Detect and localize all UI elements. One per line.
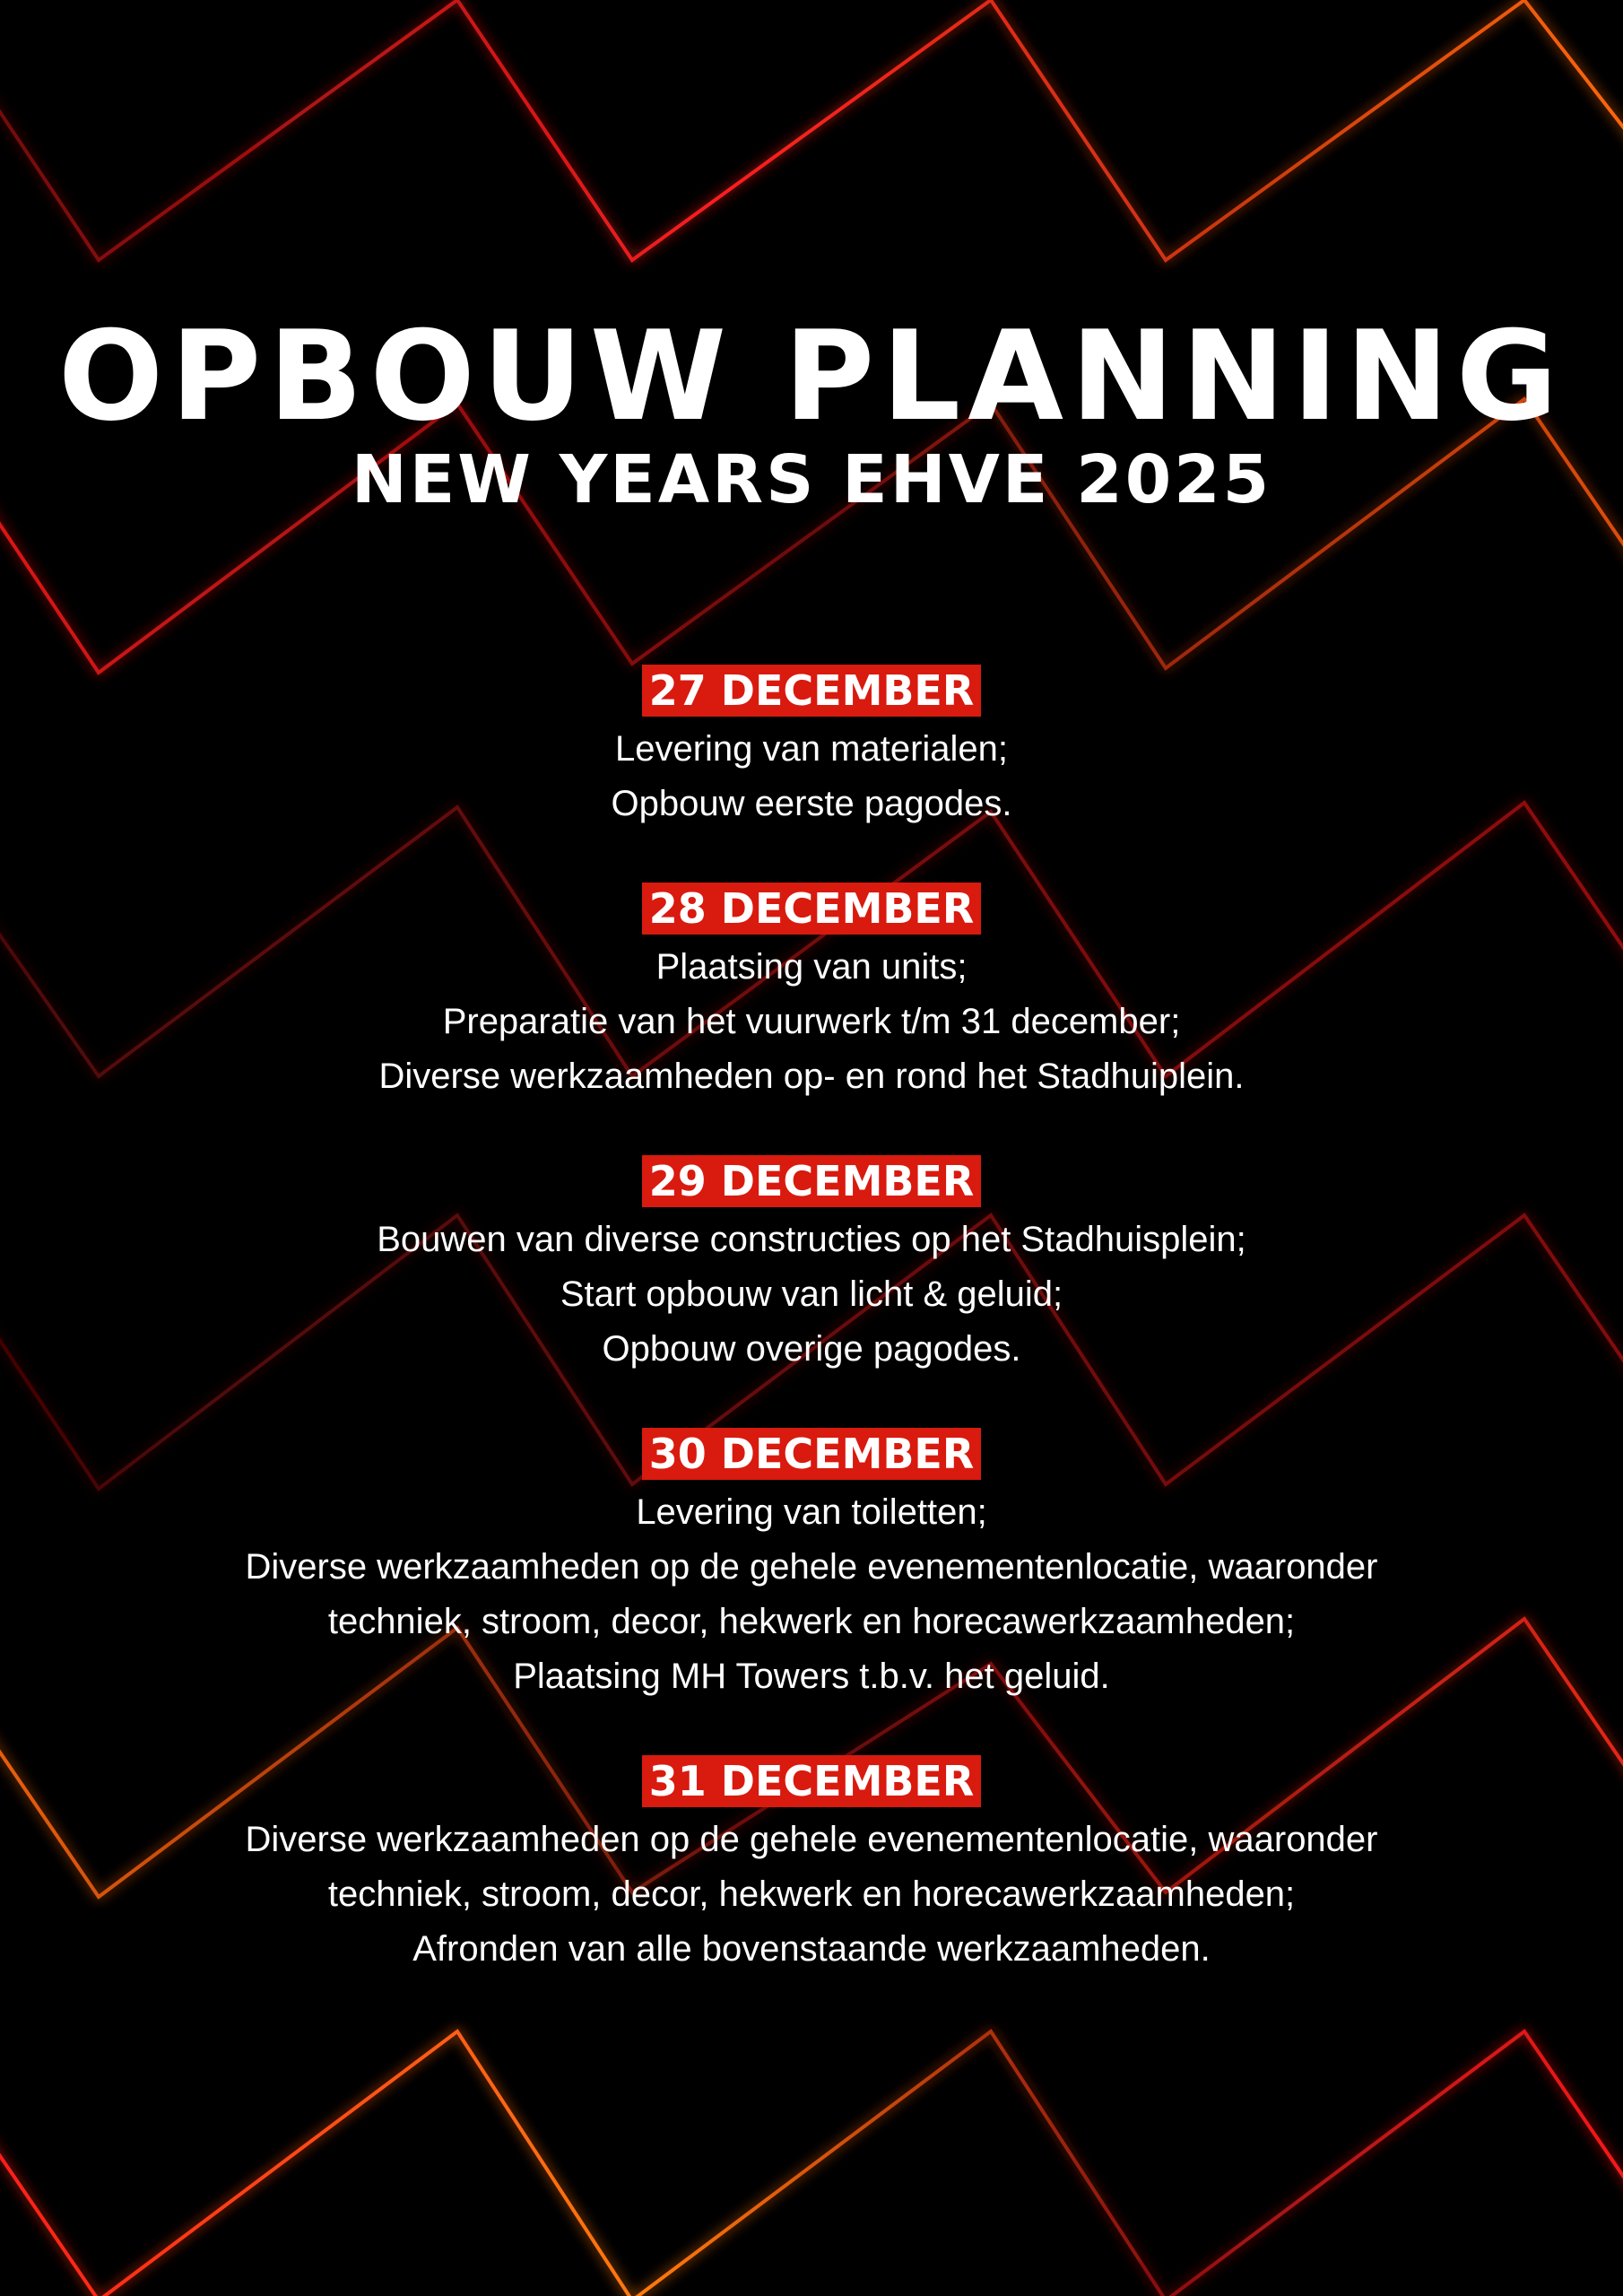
zigzag-line-6 [0,2031,1623,2296]
task-line: Afronden van alle bovenstaande werkzaamheden. [412,1929,1211,1969]
task-line: Bouwen van diverse constructies op het Stadhuisplein; [377,1220,1246,1259]
schedule-day-27 [0,665,1623,831]
zigzag-line-1 [0,0,1623,260]
date-label: 27 DECEMBER [642,665,982,717]
date-label: 30 DECEMBER [642,1428,982,1480]
task-line: techniek, stroom, decor, hekwerk en horecawerkzaamheden; [327,1602,1296,1641]
task-line: Diverse werkzaamheden op de gehele evenementenlocatie, waaronder [245,1820,1378,1859]
task-line: Start opbouw van licht & geluid; [560,1274,1063,1314]
schedule-day-28 [0,883,1623,1104]
schedule-day-29 [0,1155,1623,1377]
task-line: Plaatsing van units; [655,947,968,987]
task-line: Diverse werkzaamheden op de gehele evenementenlocatie, waaronder [245,1547,1378,1587]
task-list [0,1813,1623,1977]
task-line: Plaatsing MH Towers t.b.v. het geluid. [513,1657,1110,1696]
task-list [0,1213,1623,1377]
task-line: Levering van toiletten; [636,1492,987,1532]
task-line: Opbouw overige pagodes. [602,1329,1021,1369]
task-list [0,1485,1623,1704]
task-line: techniek, stroom, decor, hekwerk en horecawerkzaamheden; [327,1874,1296,1914]
date-label: 31 DECEMBER [642,1755,982,1807]
task-line: Diverse werkzaamheden op- en rond het Stadhuiplein. [378,1057,1245,1096]
page-title: OPBOUW PLANNING [57,304,1566,448]
task-line: Preparatie van het vuurwerk t/m 31 december; [442,1002,1181,1041]
task-line: Levering van materialen; [614,729,1009,769]
page-subtitle: NEW YEARS EHVE 2025 [351,441,1272,518]
date-label: 28 DECEMBER [642,883,982,935]
task-list [0,722,1623,831]
schedule-day-31 [0,1755,1623,1977]
schedule-day-30 [0,1428,1623,1704]
date-label: 29 DECEMBER [642,1155,982,1207]
task-list [0,940,1623,1104]
task-line: Opbouw eerste pagodes. [611,784,1012,823]
